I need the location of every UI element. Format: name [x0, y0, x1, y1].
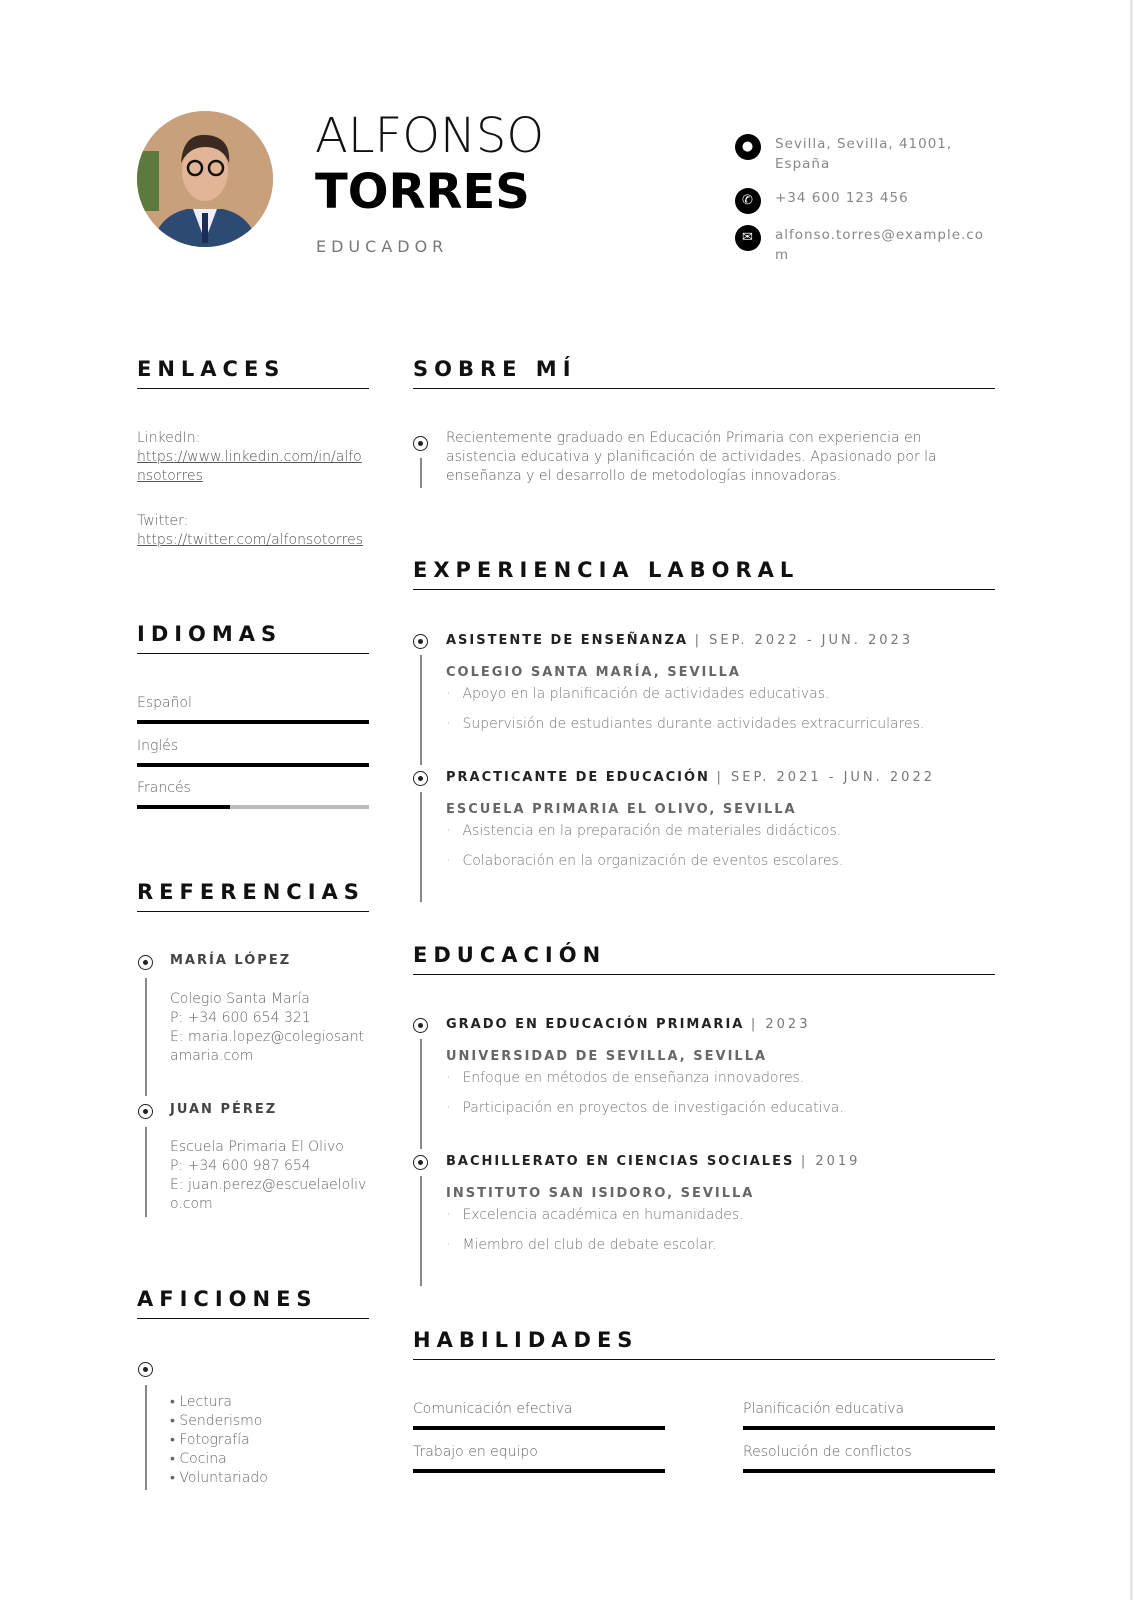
- bullet-item: · Colaboración en la organización de eventos escolares.: [446, 853, 844, 869]
- about-text: Recientemente graduado en Educación Primaria con experiencia en asistencia educativa y planificación de actividades. Apasionado por la enseñanza y el desarrollo de metodologías innovadoras.: [446, 430, 937, 484]
- language-name: Francés: [137, 780, 191, 796]
- timeline-dot-icon: [138, 955, 153, 970]
- entry-title: GRADO EN EDUCACIÓN PRIMARIA | 2023: [446, 1017, 811, 1032]
- hobbies-list: • Lectura • Senderismo • Fotografía • Cocina • Voluntariado: [170, 1394, 268, 1486]
- bullet-item: · Apoyo en la planificación de actividades educativas.: [446, 686, 830, 702]
- skills-heading: HABILIDADES: [413, 1328, 995, 1360]
- entry-bullets: [446, 679, 924, 739]
- contact-address: ● Sevilla, Sevilla, 41001, España: [735, 134, 995, 174]
- language-level-bar: [137, 720, 369, 724]
- skill-level-bar: [413, 1426, 665, 1430]
- experience-heading: EXPERIENCIA LABORAL: [413, 558, 995, 590]
- contact-phone: ✆ +34 600 123 456: [735, 188, 995, 214]
- bullet-item: · Participación en proyectos de investigación educativa.: [446, 1100, 844, 1116]
- timeline-dot-icon: [138, 1104, 153, 1119]
- timeline-dot-icon: [413, 1155, 428, 1170]
- skill-name: Resolución de conflictos: [743, 1444, 912, 1460]
- location-icon: ●: [735, 134, 761, 160]
- hobbies-heading: AFICIONES: [137, 1287, 369, 1319]
- language-name: Inglés: [137, 738, 179, 754]
- timeline-line: [420, 1039, 422, 1149]
- entry-bullets: [446, 816, 843, 876]
- skill-level-bar: [743, 1469, 995, 1473]
- reference-name: MARÍA LÓPEZ: [170, 953, 292, 968]
- phone-icon: ✆: [735, 188, 761, 214]
- bullet-item: · Excelencia académica en humanidades.: [446, 1207, 744, 1223]
- entry-bullets: [446, 1063, 844, 1123]
- entry-organization: ESCUELA PRIMARIA EL OLIVO, SEVILLA: [446, 802, 797, 817]
- timeline-dot-icon: [138, 1362, 153, 1377]
- entry-organization: INSTITUTO SAN ISIDORO, SEVILLA: [446, 1186, 755, 1201]
- reference-details: Colegio Santa María P: +34 600 654 321 E: maria.lopez@colegiosantamaria.com: [170, 991, 365, 1064]
- timeline-dot-icon: [413, 771, 428, 786]
- bullet-item: · Miembro del club de debate escolar.: [446, 1237, 717, 1253]
- language-name: Español: [137, 695, 192, 711]
- entry-organization: UNIVERSIDAD DE SEVILLA, SEVILLA: [446, 1049, 768, 1064]
- timeline-line: [420, 458, 422, 488]
- timeline-line: [420, 1176, 422, 1286]
- bullet-item: · Supervisión de estudiantes durante actividades extracurriculares.: [446, 716, 925, 732]
- skill-name: Trabajo en equipo: [413, 1444, 538, 1460]
- education-heading: EDUCACIÓN: [413, 943, 995, 975]
- timeline-line: [145, 1385, 147, 1490]
- language-level-bar: [137, 805, 230, 809]
- bullet-item: · Asistencia en la preparación de materiales didácticos.: [446, 823, 842, 839]
- job-role: EDUCADOR: [316, 237, 449, 256]
- skill-name: Comunicación efectiva: [413, 1401, 573, 1417]
- entry-bullets: [446, 1200, 744, 1260]
- email-icon: ✉: [735, 225, 761, 251]
- contact-email: ✉ alfonso.torres@example.com: [735, 225, 995, 265]
- timeline-line: [145, 978, 147, 1096]
- links-heading: ENLACES: [137, 357, 369, 389]
- skill-level-bar: [743, 1426, 995, 1430]
- timeline-line: [420, 792, 422, 902]
- about-heading: SOBRE MÍ: [413, 357, 995, 389]
- timeline-line: [420, 655, 422, 765]
- reference-details: Escuela Primaria El Olivo P: +34 600 987 654 E: juan.perez@escuelaelolivo.com: [170, 1139, 367, 1212]
- references-heading: REFERENCIAS: [137, 880, 369, 912]
- first-name: ALFONSO: [315, 108, 545, 164]
- skill-level-bar: [413, 1469, 665, 1473]
- timeline-dot-icon: [413, 1018, 428, 1033]
- entry-title: BACHILLERATO EN CIENCIAS SOCIALES | 2019: [446, 1154, 861, 1169]
- last-name: TORRES: [315, 164, 530, 220]
- skill-name: Planificación educativa: [743, 1401, 905, 1417]
- link-linkedin: LinkedIn: https://www.linkedin.com/in/alfonsotorres Twitter: https://twitter.com/alfonsotorres: [137, 430, 364, 548]
- entry-title: ASISTENTE DE ENSEÑANZA | SEP. 2022 - JUN. 2023: [446, 633, 914, 648]
- bullet-item: · Enfoque en métodos de enseñanza innovadores.: [446, 1070, 805, 1086]
- entry-organization: COLEGIO SANTA MARÍA, SEVILLA: [446, 665, 741, 680]
- timeline-line: [145, 1127, 147, 1217]
- timeline-dot-icon: [413, 634, 428, 649]
- timeline-dot-icon: [413, 436, 428, 451]
- entry-title: PRACTICANTE DE EDUCACIÓN | SEP. 2021 - JUN. 2022: [446, 770, 935, 785]
- reference-name: JUAN PÉREZ: [170, 1102, 278, 1117]
- languages-heading: IDIOMAS: [137, 622, 369, 654]
- language-level-bar: [137, 763, 369, 767]
- profile-photo: [137, 111, 273, 247]
